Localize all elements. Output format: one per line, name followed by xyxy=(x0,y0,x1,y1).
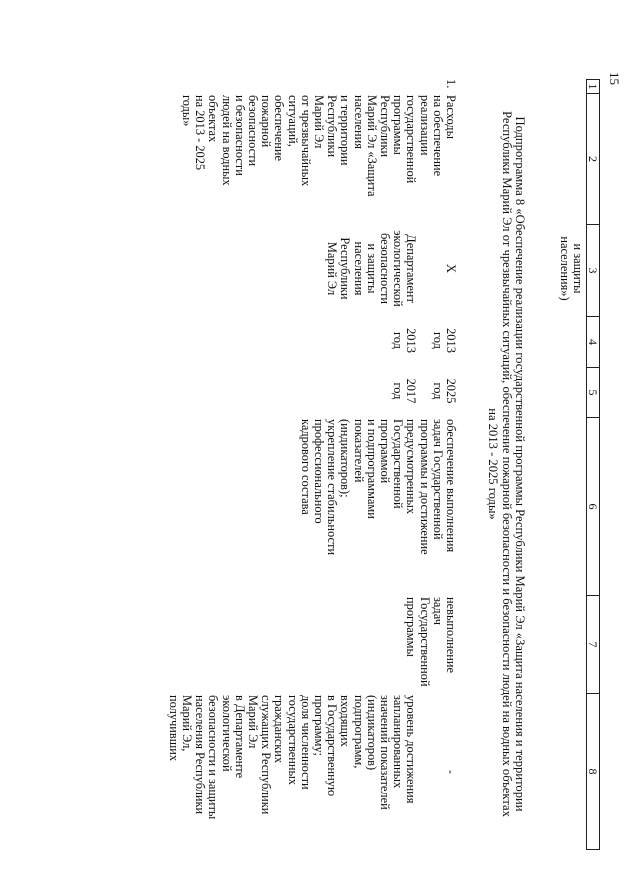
row-end-date xyxy=(391,369,457,413)
text-line: программу; xyxy=(311,695,326,756)
text-line: получивших xyxy=(166,695,181,762)
header-col-2: 2 xyxy=(587,94,600,225)
header-col-7: 7 xyxy=(587,596,600,694)
text-line: гражданских xyxy=(272,695,287,764)
header-col-8: 8 xyxy=(587,694,600,850)
text-line: в Государственную xyxy=(325,695,340,797)
text-line: программы xyxy=(404,597,419,657)
text-line: 2013 xyxy=(404,328,419,353)
text-line: населения xyxy=(351,241,366,296)
executor-x: X xyxy=(444,264,458,273)
text-line: и безопасности xyxy=(232,95,247,176)
page-number: 15 xyxy=(607,72,622,85)
text-line: населения») xyxy=(557,236,572,301)
row-indicators xyxy=(167,695,457,849)
text-line: профессионального xyxy=(311,419,326,524)
text-line: людей на водных xyxy=(219,95,234,186)
text-line: и территории xyxy=(338,95,353,166)
text-line: Республики xyxy=(338,237,353,300)
text-line: и защиты xyxy=(364,243,379,294)
spacer xyxy=(431,226,444,311)
text-line: программы и достижение xyxy=(417,419,432,555)
text-line: Государственной xyxy=(417,597,432,687)
text-line: уровень достижения xyxy=(404,695,419,804)
text-line: 2025 xyxy=(444,378,458,404)
row-consequences xyxy=(404,597,457,689)
text-line: год xyxy=(391,332,406,349)
text-line: доля численности xyxy=(298,695,313,790)
text-line: (индикаторов); xyxy=(338,419,353,498)
text-line: значений показателей xyxy=(377,695,392,810)
text-line: Государственной xyxy=(391,419,406,509)
text-line: задач Государственной xyxy=(430,419,445,540)
row-number: 1. xyxy=(444,79,458,89)
header-col-5: 5 xyxy=(587,368,600,418)
text-line: на 2013 - 2025 xyxy=(193,95,208,171)
spacer xyxy=(417,226,430,311)
row-expected-result xyxy=(299,419,457,591)
row-start-date xyxy=(391,318,457,363)
text-line: Республики xyxy=(325,95,340,158)
text-line: государственных xyxy=(285,695,300,786)
text-line: безопасности и защиты xyxy=(206,695,221,820)
text-line: годы» xyxy=(179,95,194,127)
header-col-4: 4 xyxy=(587,317,600,368)
text-line: запланированных xyxy=(391,695,406,789)
text-line: (индикаторов) xyxy=(364,695,379,771)
text-line: населения xyxy=(351,95,366,149)
text-line: на обеспечение xyxy=(430,95,445,177)
text-line: программой xyxy=(377,419,392,484)
text-line: укрепление стабильности xyxy=(325,419,340,556)
text-line: подпрограмм, xyxy=(351,695,366,769)
text-line: экологической xyxy=(391,230,406,307)
text-line: год xyxy=(430,382,445,400)
row-executor xyxy=(325,226,457,311)
text-line: и подпрограммами xyxy=(364,419,379,519)
title-line: на 2013 - 2025 годы» xyxy=(486,408,501,520)
spacer xyxy=(417,318,430,363)
header-col-1: 1 xyxy=(587,80,600,94)
text-line: Расходы xyxy=(444,95,458,139)
text-line: кадрового состава xyxy=(298,419,313,515)
text-line: показателей xyxy=(351,419,366,483)
text-line: предусмотренных xyxy=(404,419,419,515)
text-line: программы xyxy=(391,95,406,155)
text-line: в Департаменте xyxy=(232,695,247,779)
text-line: год xyxy=(391,382,406,400)
text-line: безопасности xyxy=(245,95,260,167)
text-line: реализации xyxy=(417,95,432,156)
header-col-6: 6 xyxy=(587,418,600,596)
text-line: населения Республики xyxy=(193,695,208,815)
text-line: 2013 xyxy=(444,328,458,353)
spacer xyxy=(431,695,444,849)
text-line: от чрезвычайных xyxy=(298,95,313,187)
text-line: Марий Эл xyxy=(311,95,326,149)
text-line: невыполнение xyxy=(444,597,458,674)
text-line: Марий Эл xyxy=(325,241,340,296)
subprogram-title xyxy=(486,79,526,849)
column-number-header xyxy=(586,79,600,850)
text-line: Марий Эл «Защита xyxy=(364,95,379,197)
title-line: Республики Марий Эл от чрезвычайных ситуаций, обеспечение пожарной безопасности и безопасности людей на водных объектах xyxy=(499,111,514,817)
text-line: обеспечение выполнения xyxy=(444,419,458,553)
text-line: пожарной xyxy=(259,95,274,148)
spacer xyxy=(417,369,430,413)
text-line: и защиты xyxy=(571,243,585,294)
text-line: безопасности xyxy=(377,232,392,305)
text-line: 2017 xyxy=(404,378,419,404)
text-line: Марий Эл xyxy=(245,695,260,749)
text-line: год xyxy=(430,332,445,349)
text-line: экологической xyxy=(219,695,234,772)
row-name xyxy=(180,95,457,220)
text-line: входящих xyxy=(338,695,353,747)
document-page xyxy=(120,79,600,849)
text-line: Республики xyxy=(377,95,392,158)
text-line: Марий Эл, xyxy=(179,695,194,752)
text-line: Департамент xyxy=(404,234,419,303)
indicators-dash: - xyxy=(444,769,458,775)
header-col-3: 3 xyxy=(587,225,600,317)
title-line: Подпрограмма 8 «Обеспечение реализации государственной программы Республики Марий Эл «Защита населения и территории xyxy=(513,116,527,812)
text-line: служащих Республики xyxy=(259,695,274,815)
continuation-executor xyxy=(558,226,584,311)
text-line: государственной xyxy=(404,95,419,184)
text-line: ситуаций, xyxy=(285,95,300,147)
text-line: объектах xyxy=(206,95,221,143)
text-line: обеспечение xyxy=(272,95,287,161)
text-line: задач xyxy=(430,597,445,625)
spacer xyxy=(417,695,430,849)
